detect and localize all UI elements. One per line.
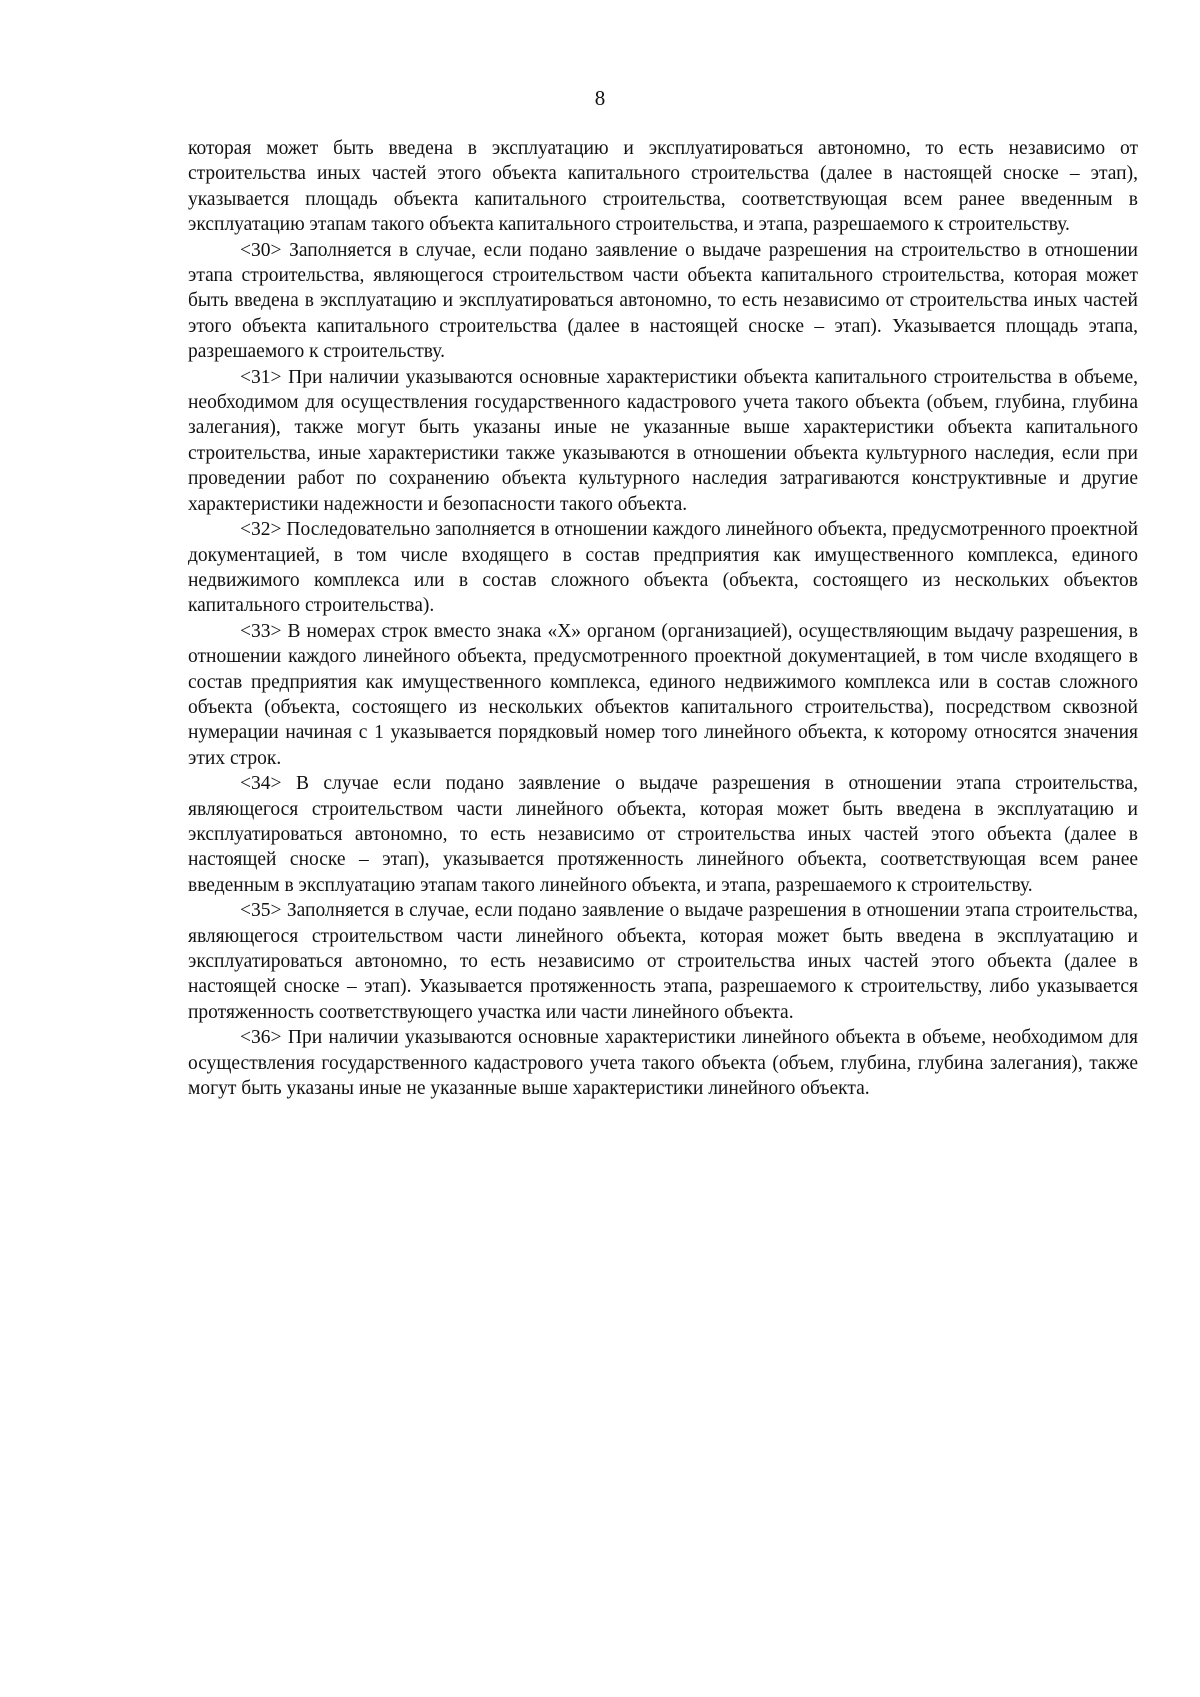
- paragraph-continuation: которая может быть введена в эксплуатацию и эксплуатироваться автономно, то есть независимо от строительства иных частей этого объекта капитального строительства (далее в настоящей сноске – этап), указывается площадь объекта капитального строительства, соответствующая всем ранее введенным в эксплуатацию этапам такого объекта капитального строительства, и этапа, разрешаемого к строительству.: [188, 138, 1138, 236]
- footnote-35: <35> Заполняется в случае, если подано заявление о выдаче разрешения в отношении этапа строительства, являющегося строительством части линейного объекта, которая может быть введена в эксплуатацию и эксплуатироваться автономно, то есть независимо от строительства иных частей этого объекта (далее в настоящей сноске – этап). Указывается протяженность этапа, разрешаемого к строительству, либо указывается протяженность соответствующего участка или части линейного объекта.: [188, 900, 1138, 1023]
- document-body: [188, 136, 1138, 1101]
- footnote-30: <30> Заполняется в случае, если подано заявление о выдаче разрешения на строительство в отношении этапа строительства, являющегося строительством части объекта капитального строительства, которая может быть введена в эксплуатацию и эксплуатироваться автономно, то есть независимо от строительства иных частей этого объекта капитального строительства (далее в настоящей сноске – этап). Указывается площадь этапа, разрешаемого к строительству.: [188, 239, 1138, 363]
- page-number: 8: [594, 86, 606, 110]
- footnote-31: <31> При наличии указываются основные характеристики объекта капитального строительства в объеме, необходимом для осуществления государственного кадастрового учета такого объекта (объем, глубина, глубина залегания), также могут быть указаны иные не указанные выше характеристики объекта капитального строительства, иные характеристики также указываются в отношении объекта культурного наследия, если при проведении работ по сохранению объекта культурного наследия затрагиваются конструктивные и другие характеристики надежности и безопасности такого объекта.: [188, 366, 1138, 515]
- footnote-36: <36> При наличии указываются основные характеристики линейного объекта в объеме, необходимом для осуществления государственного кадастрового учета такого объекта (объем, глубина, глубина залегания), также могут быть указаны иные не указанные выше характеристики линейного объекта.: [188, 1027, 1138, 1100]
- footnote-32: <32> Последовательно заполняется в отношении каждого линейного объекта, предусмотренного проектной документацией, в том числе входящего в состав предприятия как имущественного комплекса, единого недвижимого комплекса или в состав сложного объекта (объекта, состоящего из нескольких объектов капитального строительства).: [188, 519, 1138, 617]
- footnote-34: <34> В случае если подано заявление о выдаче разрешения в отношении этапа строительства, являющегося строительством части линейного объекта, которая может быть введена в эксплуатацию и эксплуатироваться автономно, то есть независимо от строительства иных частей этого объекта (далее в настоящей сноске – этап), указывается протяженность линейного объекта, соответствующая всем ранее введенным в эксплуатацию этапам такого линейного объекта, и этапа, разрешаемого к строительству.: [188, 773, 1138, 896]
- footnote-33: <33> В номерах строк вместо знака «Х» органом (организацией), осуществляющим выдачу разрешения, в отношении каждого линейного объекта, предусмотренного проектной документацией, в том числе входящего в состав предприятия как имущественного комплекса, единого недвижимого комплекса или в состав сложного объекта (объекта, состоящего из нескольких объектов капитального строительства), посредством сквозной нумерации начиная с 1 указывается порядковый номер того линейного объекта, к которому относятся значения этих строк.: [188, 620, 1138, 769]
